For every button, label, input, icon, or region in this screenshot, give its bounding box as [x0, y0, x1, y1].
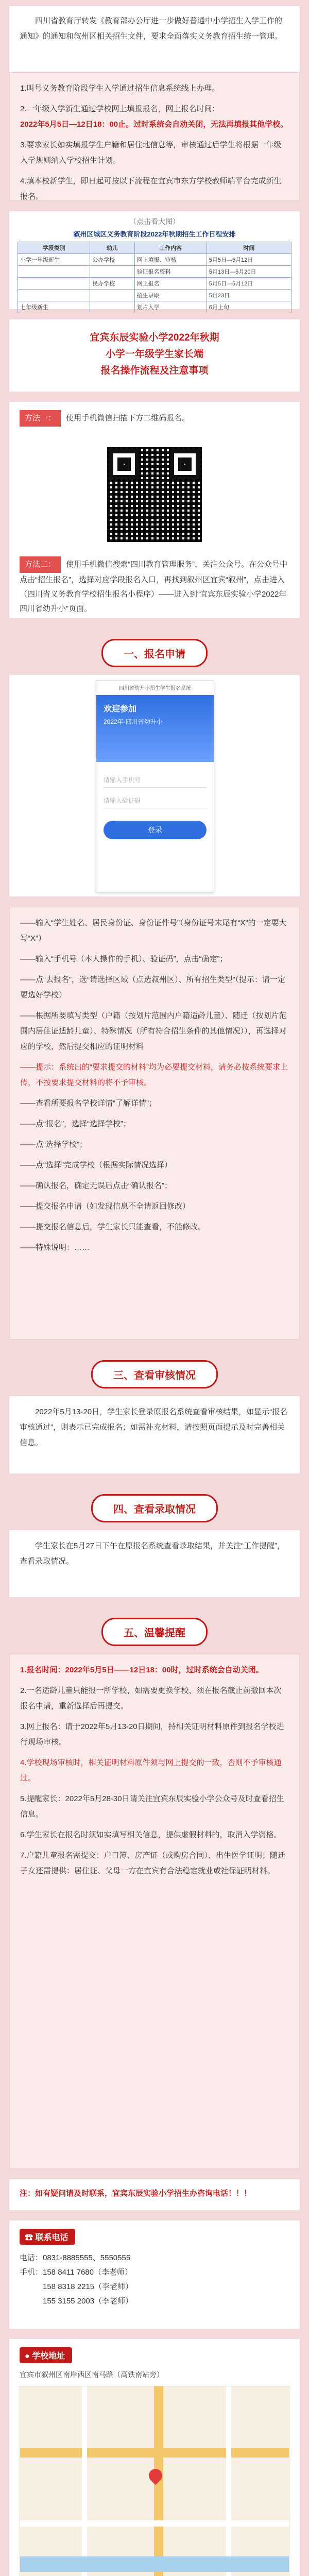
- table-cell: 时间: [207, 242, 291, 254]
- table-cell: 学段类别: [18, 242, 90, 254]
- contact-row[interactable]: 电话：0831-8885555、5550555: [20, 2253, 131, 2262]
- intro-item-3: 3.要求家长如实填报学生户籍和居住地信息等，审核通过后学生将根据一年级入学规则纳入学校招生计划。: [20, 141, 282, 165]
- step-item: ——点“报名”，选择“选择学校”；: [20, 1120, 131, 1128]
- step-item: ——提交报名信息后，学生家长只能查看，不能修改。: [20, 1223, 206, 1231]
- contact-heading-label: 联系电话: [35, 2233, 68, 2242]
- section-tips-title: [0, 1618, 309, 1646]
- section-pill: 四、查看录取情况: [91, 1494, 218, 1522]
- step-item: ——点“去报名”，选“请选择区域（点选叙州区）、所有招生类型”（提示：请一定要选好学校）: [20, 975, 285, 999]
- table-row: [18, 290, 291, 301]
- tip-item: 4.学校现场审核时，相关证明材料原件须与网上提交的一致，否则不予审核通过。: [20, 1758, 282, 1783]
- step-item: ——根据所要填写类型（户籍（按划片范围内户籍适龄儿童）、随迁（按划片范围内居住证适龄儿童）、特殊情况（所有符合招生条件的其他情况）），再选择对应的学校，然后提交相应的证明材料: [20, 1011, 287, 1051]
- table-cell: [18, 290, 90, 301]
- schedule-card: [9, 211, 300, 309]
- table-cell: [18, 278, 90, 290]
- table-cell: 验证报名资料: [134, 266, 207, 278]
- phone-screen: [96, 680, 214, 892]
- table-cell: 小学一年级新生: [18, 254, 90, 266]
- table-cell: 网上报名: [134, 278, 207, 290]
- section-pill: 三、查看审核情况: [91, 1360, 218, 1388]
- table-cell: 七年级新生: [18, 301, 90, 313]
- map-road: [226, 2386, 231, 2576]
- phone-mobile-input[interactable]: 请输入手机号: [104, 772, 207, 788]
- method2-area: [20, 556, 289, 616]
- table-cell: 公办学校: [90, 254, 134, 266]
- step-item-notice: ——提示：系统出的“要求提交的材料”均为必要提交材料，请务必按系统要求上传，不按要求提交材料的将不予审核。: [20, 1063, 288, 1087]
- table-cell: 民办学校: [90, 278, 134, 290]
- phone-login-button[interactable]: 登录: [104, 821, 207, 839]
- table-row: [18, 278, 291, 290]
- map-river: [20, 2556, 289, 2572]
- guide-title-line1: 宜宾东辰实验小学2022年秋期: [90, 332, 219, 343]
- address-heading: [20, 2347, 72, 2363]
- footer-note: 注：如有疑问请及时联系，宜宾东辰实验小学招生办咨询电话！！！: [20, 2189, 252, 2198]
- table-cell: 5月5日—5月12日: [207, 254, 291, 266]
- map-road: [82, 2386, 87, 2576]
- guide-title-line3: 报名操作流程及注意事项: [100, 365, 209, 376]
- step-item: ——点“选择”完成学校（根据实际情况选择）: [20, 1161, 172, 1170]
- step-item: ——提交报名申请（如发现信息不全请返回修改）: [20, 1202, 191, 1211]
- tip-item: 7.户籍儿童报名需提交：户口簿、房产证（或购房合同）、出生医学证明；随迁子女还需提供：居住证、父母一方在宜宾有合法稳定就业或社保证明材料。: [20, 1851, 286, 1875]
- school-map[interactable]: [20, 2386, 289, 2576]
- table-cell: [90, 290, 134, 301]
- contact-heading: [20, 2229, 75, 2245]
- phone-brand: 四川省幼升小招生学生报名系统: [96, 681, 214, 695]
- schedule-title: 叙州区城区义务教育阶段2022年秋期招生工作日程安排: [73, 230, 236, 238]
- table-row: [18, 266, 291, 278]
- admission-text: 学生家长在5月27日下午在原报名系统查看录取结果，并关注“工作提醒”，查看录取情况。: [20, 1541, 285, 1566]
- table-cell: 5月13日—5月20日: [207, 266, 291, 278]
- table-row: [18, 242, 291, 254]
- step-item: ——点“选择学校”；: [20, 1140, 87, 1149]
- method1-text: 使用手机微信扫描下方二维码报名。: [66, 414, 190, 422]
- step-item: ——输入“学生姓名、居民身份证、身份证件号”（身份证号末尾有“X”的一定要大写“X”）: [20, 919, 287, 943]
- section-admission-title: [0, 1494, 309, 1522]
- phone-welcome: 欢迎参加: [104, 705, 137, 714]
- intro-paragraph: 四川省教育厅转发《教育部办公厅进一步做好普通中小学招生入学工作的通知》的通知和叙州区相关招生文件，要求全面落实义务教育招生统一管理。: [20, 16, 283, 41]
- table-row: [18, 254, 291, 266]
- tip-item: 5.提醒家长：2022年5月28-30日请关注宜宾东辰实验小学公众号及时查看招生信息。: [20, 1794, 284, 1819]
- table-cell: 5月23日: [207, 290, 291, 301]
- phone-code-input[interactable]: 请输入验证码: [104, 793, 207, 808]
- step-item: ——特殊说明：……: [20, 1243, 90, 1252]
- step-item: ——查看所要报名学校详情“了解详情”；: [20, 1099, 157, 1108]
- footer-note-card: [9, 2179, 300, 2210]
- method1-label: 方法一：: [20, 410, 61, 427]
- table-cell: 5月5日—5月12日: [207, 278, 291, 290]
- steps-card: [9, 907, 300, 1340]
- tips-card: [9, 1654, 300, 2169]
- phone-mock-card: [9, 675, 300, 896]
- intro-item-4: 4.填本校新学生，即日起可按以下流程在宜宾市东方学校教师端平台完成新生报名。: [20, 177, 282, 201]
- intro-item-deadline: 2022年5月5日—12日18：00止。过时系统会自动关闭，无法再填报其他学校。: [20, 120, 288, 129]
- method2-label: 方法二：: [20, 556, 61, 573]
- table-cell: 6月上旬: [207, 301, 291, 313]
- section-pill: 一、报名申请: [101, 639, 208, 667]
- section-pill: 五、温馨提醒: [101, 1618, 208, 1646]
- intro-list: [9, 72, 300, 201]
- phone-icon: ☎: [25, 2233, 33, 2242]
- method2-text: 使用手机微信搜索“四川教育管理服务”，关注公众号。在公众号中点击“招生报名”，选择对应学段报名入口，再找到叙州区宜宾“叙州”，点击进入（四川省义务教育学校招生报名小程序）——进入到“宜宾东辰实验小学2022年四川省幼升小”页面。: [20, 560, 288, 613]
- review-text: 2022年5月13-20日，学生家长登录原报名系统查看审核结果，如显示“报名审核通过”，则表示已完成报名；如需补充材料，请按照页面提示及时完善相关信息。: [20, 1408, 288, 1447]
- intro-item-1: 1.叫号义务教育阶段学生入学通过招生信息系统线上办理。: [20, 84, 220, 93]
- contact-row[interactable]: 158 8318 2215（李老师）: [20, 2282, 133, 2291]
- tip-item: 2.一名适龄儿童只能报一所学校，如需要更换学校，须在报名截止前撤回本次报名申请，重新选择后再提交。: [20, 1686, 282, 1710]
- table-cell: 招生录取: [134, 290, 207, 301]
- step-item: ——确认报名，确定无误后点击“确认报名”；: [20, 1181, 172, 1190]
- table-cell: [18, 266, 90, 278]
- table-row: [18, 301, 291, 313]
- table-cell: 划片入学: [134, 301, 207, 313]
- tip-item: 3.网上报名：请于2022年5月13-20日期间，持相关证明材料原件到报名学校进行现场审核。: [20, 1722, 284, 1747]
- contact-row[interactable]: 手机：158 8411 7680（李老师）: [20, 2268, 132, 2277]
- map-road: [20, 2520, 289, 2527]
- tip-item: 1.报名时间：2022年5月5日——12日18：00时，过时系统会自动关闭。: [20, 1666, 264, 1674]
- review-card: [9, 1396, 300, 1473]
- guide-title-line2: 小学一年级学生家长端: [105, 349, 203, 360]
- section-apply-title: [0, 639, 309, 667]
- admission-card: [9, 1530, 300, 1597]
- phone-school: 2022年·四川省幼升小: [104, 718, 163, 725]
- section-review-title: [0, 1360, 309, 1388]
- tip-item: 6.学生家长在报名时须如实填写相关信息，提供虚假材料的，取消入学资格。: [20, 1831, 282, 1839]
- schedule-subtitle: （点击看大图）: [129, 217, 180, 226]
- address-heading-label: 学校地址: [32, 2352, 65, 2361]
- contact-card: [9, 2221, 300, 2329]
- schedule-table[interactable]: [18, 242, 291, 313]
- guide-header: [9, 319, 300, 392]
- address-card: [9, 2339, 300, 2576]
- map-pin-icon: ●: [25, 2352, 30, 2361]
- table-cell: [90, 266, 134, 278]
- method1-card: [9, 402, 300, 618]
- contact-row[interactable]: 155 3155 2003（李老师）: [20, 2297, 133, 2306]
- intro-item-2: 2.一年级入学新生通过学校网上填报报名，网上报名时间：: [20, 105, 220, 113]
- table-cell: [90, 301, 134, 313]
- step-item: ——输入“手机号（本人操作的手机）、验证码”，点击“确定”；: [20, 955, 228, 963]
- table-cell: 幼儿: [90, 242, 134, 254]
- address-text: 宜宾市叙州区南岸西区南马路（高铁南站旁）: [20, 2370, 164, 2379]
- table-cell: 网上填报、审核: [134, 254, 207, 266]
- table-cell: 工作内容: [134, 242, 207, 254]
- registration-qr-code[interactable]: [103, 443, 206, 546]
